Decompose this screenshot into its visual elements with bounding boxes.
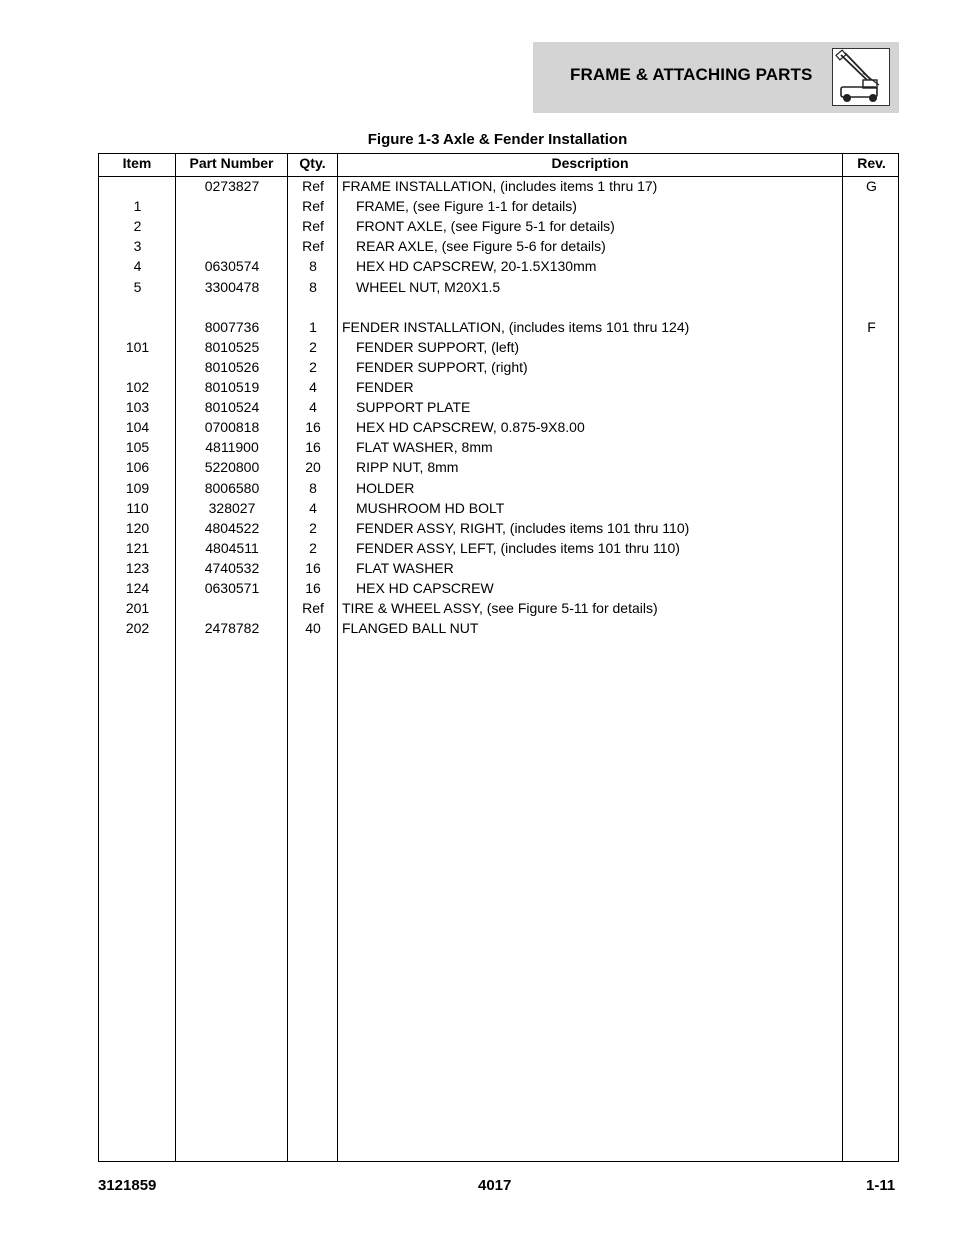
table-row [99, 297, 898, 317]
qty-cell: 2 [309, 519, 317, 536]
table-row [99, 518, 898, 538]
description-cell: FENDER SUPPORT, (right) [356, 358, 528, 375]
part-number-cell: 4811900 [205, 439, 259, 456]
description-cell: FRONT AXLE, (see Figure 5-1 for details) [356, 218, 615, 235]
description-cell: SUPPORT PLATE [356, 399, 471, 416]
table-row [99, 598, 898, 618]
table-row [99, 196, 898, 216]
rev-cell: G [866, 178, 877, 194]
description-cell: FLANGED BALL NUT [342, 620, 479, 637]
item-cell: 202 [125, 620, 150, 637]
part-number-cell: 4804511 [205, 539, 259, 556]
item-cell: 104 [125, 419, 150, 436]
item-cell: 120 [125, 519, 150, 536]
qty-cell: 2 [309, 338, 317, 355]
qty-cell: 16 [305, 559, 321, 576]
qty-cell: 8 [309, 278, 317, 295]
item-cell: 5 [133, 278, 142, 295]
item-cell: 105 [125, 439, 150, 456]
table-row [99, 618, 898, 638]
qty-cell: 4 [309, 499, 317, 516]
description-cell: FLAT WASHER [356, 559, 454, 576]
part-number-cell: 2478782 [204, 620, 260, 637]
qty-cell: 4 [309, 379, 317, 395]
part-number-cell: 3300478 [204, 278, 260, 295]
description-cell: MUSHROOM HD BOLT [356, 499, 505, 516]
part-number-cell: 8010524 [204, 399, 260, 416]
qty-cell: 4 [309, 399, 317, 416]
qty-cell: 2 [309, 358, 317, 375]
description-cell: FRAME, (see Figure 1-1 for details) [356, 198, 577, 215]
table-row [99, 357, 898, 377]
part-number-cell: 0630574 [204, 258, 260, 275]
item-cell: 102 [125, 379, 150, 395]
part-number-cell: 328027 [208, 499, 256, 516]
description-cell: FENDER ASSY, LEFT, (includes items 101 thru 110) [356, 539, 680, 556]
qty-cell: 2 [309, 539, 317, 556]
footer-page-number: 1-11 [866, 1177, 896, 1194]
item-cell: 103 [125, 399, 150, 416]
footer-document-number: 3121859 [98, 1177, 157, 1194]
description-cell: HEX HD CAPSCREW, 0.875-9X8.00 [356, 419, 585, 436]
description-cell: REAR AXLE, (see Figure 5-6 for details) [356, 238, 606, 255]
table-row [99, 538, 898, 558]
table-row [99, 437, 898, 457]
table-row [99, 377, 898, 397]
description-cell: HEX HD CAPSCREW, 20-1.5X130mm [356, 258, 597, 275]
qty-cell: Ref [302, 238, 324, 255]
qty-cell: 20 [305, 459, 321, 476]
description-cell: FRAME INSTALLATION, (includes items 1 thru 17) [342, 178, 658, 194]
table-row [99, 397, 898, 417]
table-row [99, 256, 898, 276]
description-cell: WHEEL NUT, M20X1.5 [356, 278, 501, 295]
column-header-item: Item [122, 155, 152, 171]
qty-cell: 16 [305, 419, 321, 436]
qty-cell: 1 [309, 318, 317, 335]
section-header [533, 42, 899, 113]
item-cell: 109 [125, 479, 150, 496]
item-cell: 124 [125, 580, 150, 596]
column-header-description: Description [551, 155, 629, 171]
qty-cell: Ref [302, 178, 324, 194]
qty-cell: 16 [305, 580, 321, 596]
part-number-cell: 5220800 [204, 459, 260, 476]
part-number-cell: 0700818 [204, 419, 260, 436]
qty-cell: 8 [309, 258, 317, 275]
qty-cell: Ref [302, 198, 324, 215]
section-title: FRAME & ATTACHING PARTS [570, 65, 813, 84]
part-number-cell: 8010519 [204, 379, 260, 395]
description-cell: HEX HD CAPSCREW [356, 580, 494, 596]
item-cell: 4 [133, 258, 142, 275]
rev-cell: F [867, 318, 876, 335]
part-number-cell: 0630571 [204, 580, 260, 596]
qty-cell: Ref [302, 600, 324, 617]
description-cell: RIPP NUT, 8mm [356, 459, 459, 476]
table-row [99, 317, 898, 337]
table-row [99, 176, 898, 196]
item-cell: 201 [125, 600, 150, 617]
part-number-cell: 0273827 [204, 178, 260, 194]
table-row [99, 417, 898, 437]
item-cell: 110 [126, 499, 149, 516]
column-header-part-number: Part Number [189, 155, 274, 171]
item-cell: 121 [125, 539, 150, 556]
parts-table [98, 153, 899, 1162]
item-cell: 1 [133, 198, 142, 215]
item-cell: 3 [133, 238, 142, 255]
qty-cell: 8 [309, 479, 317, 496]
item-cell: 106 [125, 459, 150, 476]
column-header-rev: Rev. [857, 155, 886, 171]
qty-cell: 40 [305, 620, 321, 637]
item-cell: 101 [125, 338, 150, 355]
qty-cell: Ref [302, 218, 324, 235]
table-row [99, 236, 898, 256]
figure-title: Figure 1-3 Axle & Fender Installation [367, 131, 628, 148]
table-row [99, 337, 898, 357]
description-cell: TIRE & WHEEL ASSY, (see Figure 5-11 for details) [342, 600, 658, 617]
qty-cell: 16 [305, 439, 321, 456]
description-cell: FENDER ASSY, RIGHT, (includes items 101 thru 110) [356, 519, 690, 536]
table-row [99, 498, 898, 518]
table-row [99, 457, 898, 477]
footer-model: 4017 [478, 1177, 512, 1194]
part-number-cell: 4804522 [204, 519, 260, 536]
table-row [99, 578, 898, 598]
item-cell: 123 [125, 559, 150, 576]
description-cell: FENDER [356, 379, 414, 395]
description-cell: FLAT WASHER, 8mm [356, 439, 493, 456]
description-cell: FENDER INSTALLATION, (includes items 101 thru 124) [342, 318, 690, 335]
table-row [99, 558, 898, 578]
description-cell: FENDER SUPPORT, (left) [356, 338, 520, 355]
part-number-cell: 4740532 [204, 559, 260, 576]
part-number-cell: 8007736 [204, 318, 260, 335]
table-row [99, 216, 898, 236]
part-number-cell: 8010526 [204, 358, 260, 375]
part-number-cell: 8006580 [204, 479, 260, 496]
part-number-cell: 8010525 [204, 338, 260, 355]
description-cell: HOLDER [356, 479, 415, 496]
table-row [99, 478, 898, 498]
item-cell: 2 [133, 218, 142, 235]
scissor-lift-icon [832, 48, 890, 106]
table-row [99, 277, 898, 297]
column-header-qty: Qty. [299, 155, 326, 171]
